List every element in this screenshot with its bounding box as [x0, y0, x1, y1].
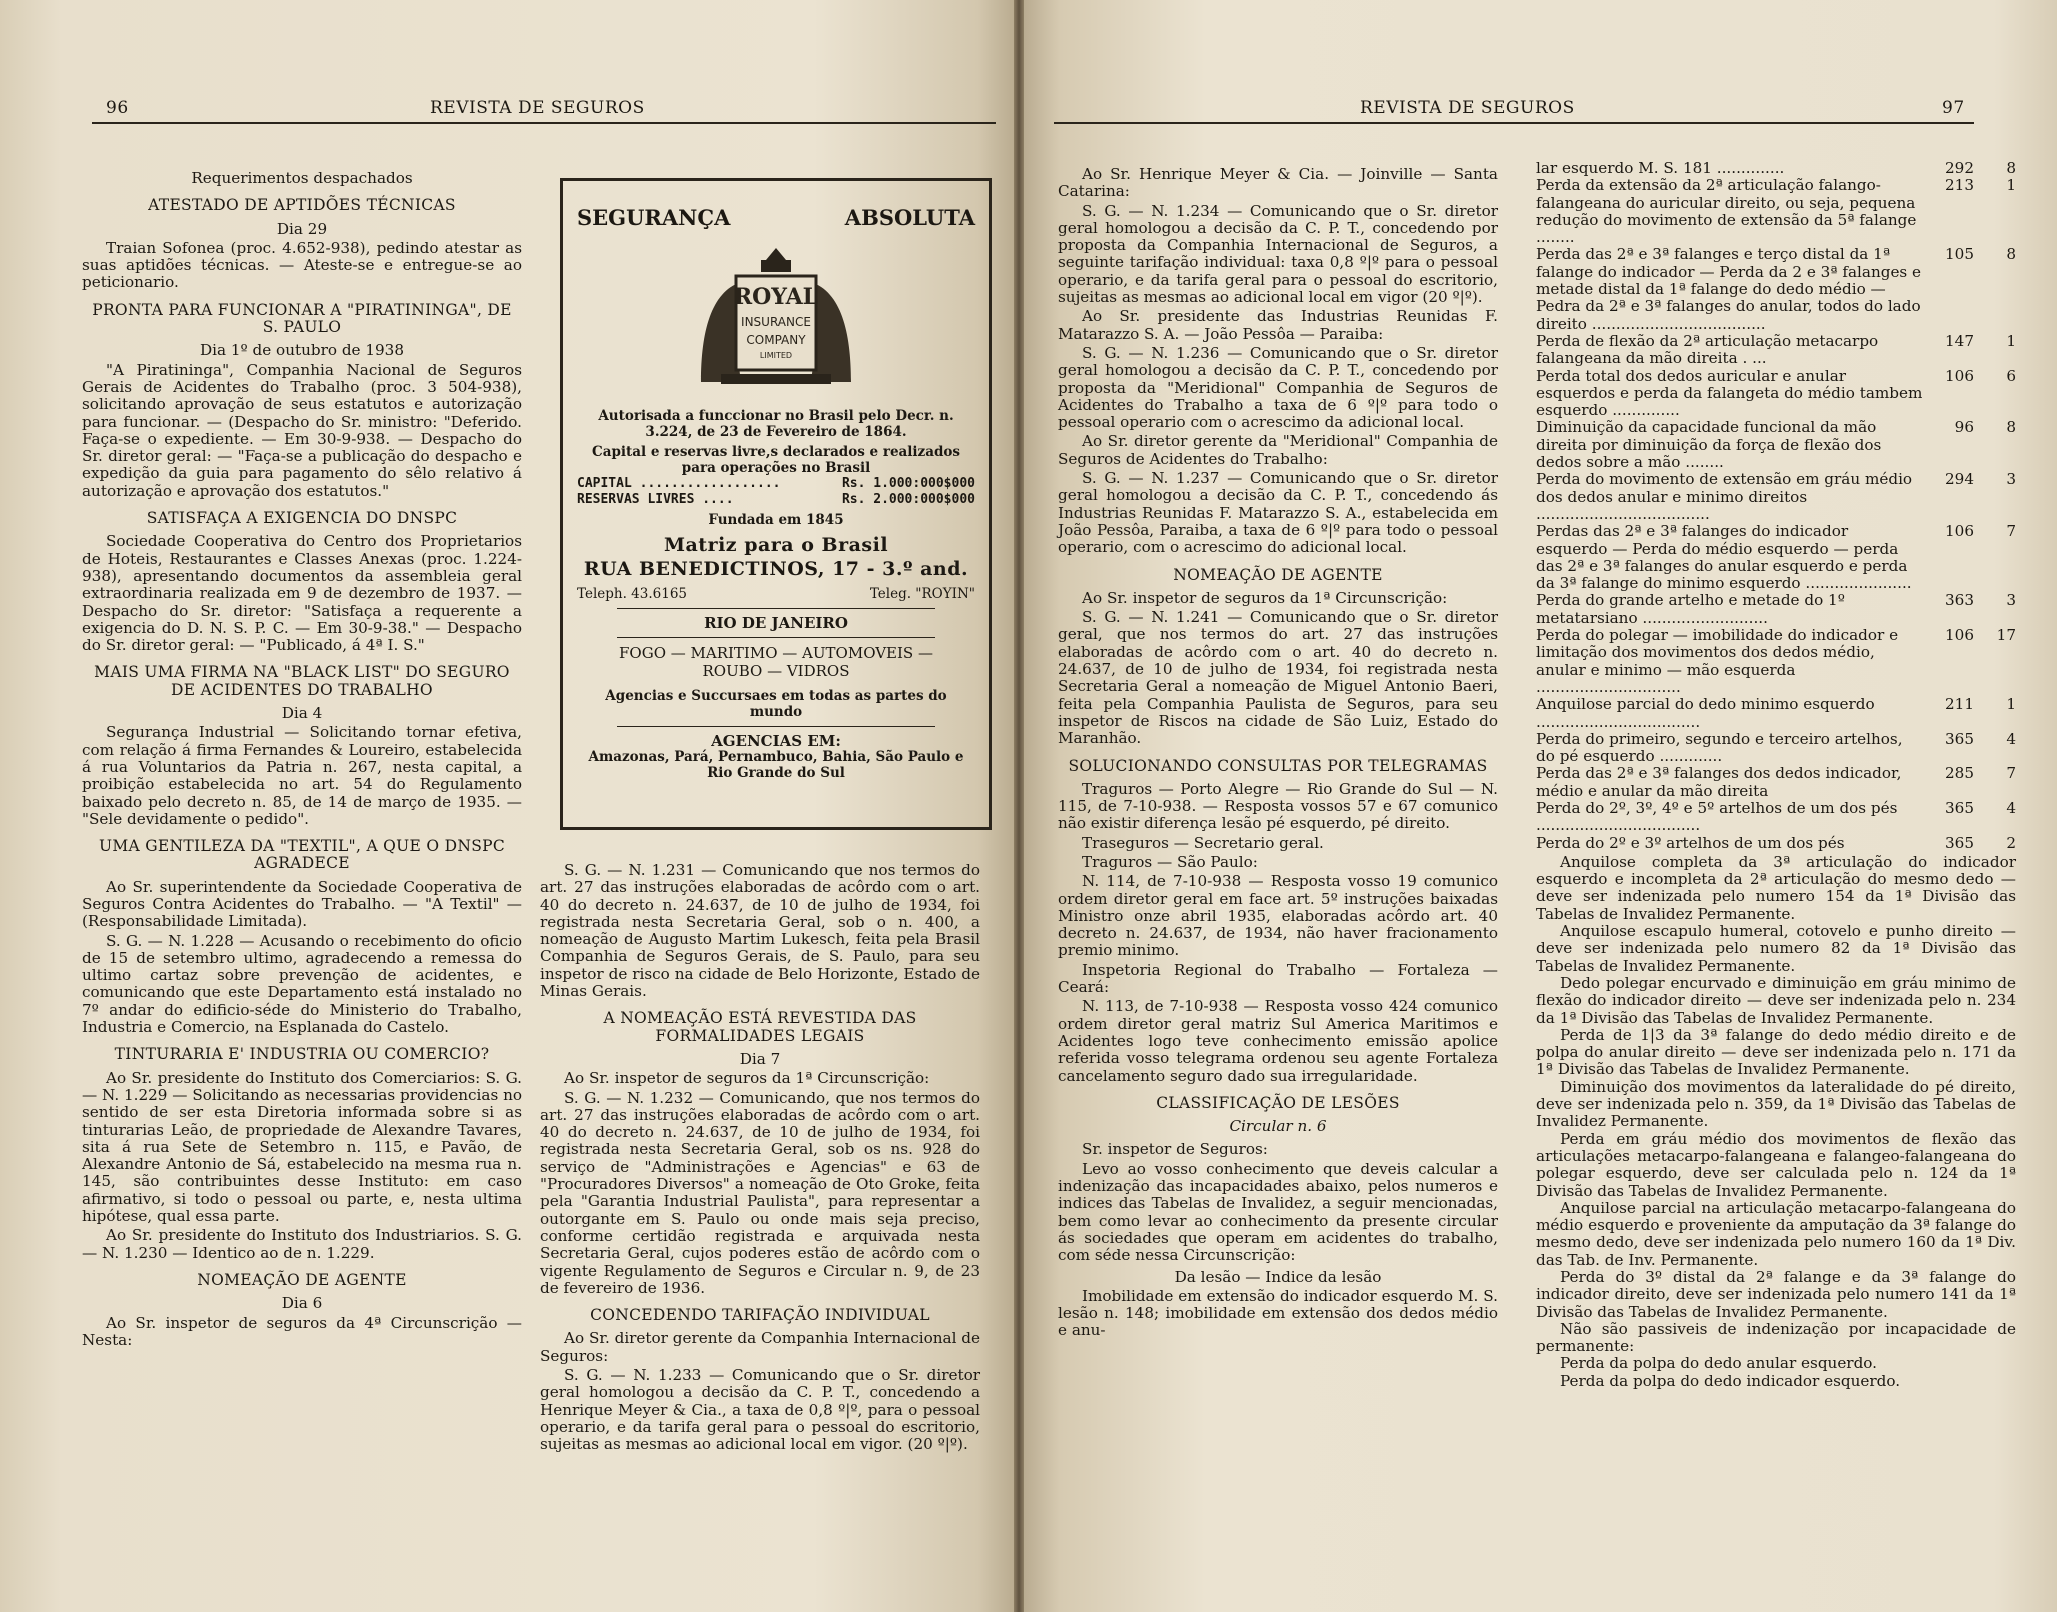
lesion-number: 105 [1945, 245, 1974, 264]
lesion-number: 211 [1945, 695, 1974, 714]
lesion-description: Perda de flexão da 2ª articulação metacarpo falangeana da mão direita . ... [1536, 331, 1879, 368]
left-column-2 [540, 862, 980, 1456]
lesion-description: Perda do polegar — imobilidade do indicador e limitação dos movimentos dos dedos médio, anular e minimo — mão esquerda .............................. [1536, 626, 1899, 696]
table-row [1536, 368, 2016, 420]
paragraph: Não são passiveis de indenização por incapacidade de permanente: [1536, 1319, 2016, 1356]
table-row [1536, 419, 2016, 471]
logo-royal: ROYAL [733, 284, 819, 310]
section-heading: NOMEAÇÃO DE AGENTE [197, 1270, 407, 1289]
ad-capital-label: CAPITAL .................. [577, 476, 781, 491]
paragraph: S. G. — N. 1.232 — Comunicando, que nos termos do art. 27 das instruções elaboradas de acôrdo com o art. 40 do decreto n. 24.637, de 10 de julho de 1934, foi registrada nesta Secretaria Geral, sob os ns. 928 do serviço de "Administrações e Agencias" e 63 de "Procuradores Diversos" a nomeação de Oto Groke, feita pela "Garantia Industrial Paulista", para representar a outorgante em S. Paulo ou onde mais seja preciso, conforme certidão registrada e arquivada nesta Secretaria Geral, cujos poderes estão de acôrdo com o vigente Regulamento de Seguros e Circular n. 9, de 23 de fevereiro de 1936. [540, 1088, 980, 1297]
ad-founded: Fundada em 1845 [708, 512, 844, 528]
table-row [1536, 765, 2016, 800]
lesion-description: Perda do primeiro, segundo e terceiro artelhos, do pé esquerdo ............. [1536, 729, 1903, 766]
lesion-index: 7 [2006, 764, 2016, 783]
paragraph: Ao Sr. diretor gerente da "Meridional" Companhia de Seguros de Acidentes do Trabalho: [1058, 432, 1498, 468]
logo-company: COMPANY [746, 333, 806, 347]
lesion-index: 1 [2006, 695, 2016, 714]
paragraph: S. G. — N. 1.233 — Comunicando que o Sr. diretor geral homologou a decisão da C. P. T., concedendo a Henrique Meyer & Cia., a taxa de 0,8 º|º, para o pessoal operario, e da tarifa geral para o pessoal do escritorio, sujeitas as mesmas ao adicional local em vigor. (20 º|º). [540, 1366, 980, 1454]
table-row [1536, 177, 2016, 246]
ad-lines-1: FOGO — MARITIMO — AUTOMOVEIS — [619, 644, 933, 662]
paragraph: Traguros — São Paulo: [1082, 852, 1258, 871]
lesion-index: 4 [2006, 798, 2016, 817]
header-title: REVISTA DE SEGUROS [430, 98, 645, 118]
paragraph: Anquilose completa da 3ª articulação do indicador esquerdo e incompleta da 2ª articulação do mesmo dedo — deve ser indenizada pelo numero 154 da 1ª Divisão das Tabelas de Invalidez Permanente. [1536, 852, 2016, 923]
paragraph: Segurança Industrial — Solicitando tornar efetiva, com relação á firma Fernandes & Loureiro, estabelecida á rua Voluntarios da Patria n. 267, nesta capital, a proibição estabelecida no art. 54 do Regulamento baixado pelo decreto n. 85, de 14 de março de 1935. — "Sele devidamente o pedido". [82, 723, 522, 828]
lesion-description: Perdas das 2ª e 3ª falanges do indicador esquerdo — Perda do médio esquerdo — perda das 2ª e 3ª falanges do anular esquerdo e perda da 3ª falange do minimo esquerdo ...................... [1536, 522, 1912, 593]
logo-insurance: INSURANCE [741, 315, 811, 329]
lesion-number: 213 [1945, 176, 1974, 195]
paragraph: Sociedade Cooperativa do Centro dos Proprietarios de Hoteis, Restaurantes e Classes Anexas (proc. 1.224-938), apresentando documentos da assembleia geral extraordinaria realizada em 9 de dezembro de 1937. — Despacho do Sr. diretor: "Satisfaça a requerente a exigencia do D. N. S. P. C. — Em 30-9-38." — Despacho do Sr. diretor geral: — "Publicado, á 4ª I. S." [82, 532, 522, 655]
paragraph: Inspetoria Regional do Trabalho — Fortaleza — Ceará: [1058, 960, 1498, 997]
table-row [1536, 835, 2016, 852]
table-row [1536, 627, 2016, 696]
paragraph: Ao Sr. Henrique Meyer & Cia. — Joinville — Santa Catarina: [1058, 165, 1498, 201]
page-number: 97 [1942, 98, 1965, 118]
paragraph: Ao Sr. inspetor de seguros da 1ª Circunscrição: [564, 1069, 930, 1088]
page-number: 96 [106, 98, 129, 118]
paragraph: Circular n. 6 [1229, 1117, 1327, 1136]
lesion-description: Perda das 2ª e 3ª falanges e terço distal da 1ª falange do indicador — Perda da 2 e 3ª falanges e metade distal da 1ª falange do dedo médio — Pedra da 2ª e 3ª falanges do anular, todos do lado direito .................................... [1536, 245, 1922, 333]
paragraph: Ao Sr. inspetor de seguros da 1ª Circunscrição: [1082, 588, 1448, 607]
ad-agencias-title: AGENCIAS EM: [711, 732, 841, 750]
paragraph: Dia 4 [281, 704, 323, 723]
lesion-index: 1 [2006, 331, 2016, 350]
lesion-number: 106 [1945, 522, 1974, 541]
lesion-index: 1 [2006, 176, 2016, 195]
paragraph: Dedo polegar encurvado e diminuição em gráu minimo de flexão do indicador direito — deve ser indenizada pelo n. 234 da 1ª Divisão das Tabelas de Invalidez Permanente. [1536, 973, 2016, 1027]
lesion-number: 106 [1945, 626, 1974, 645]
lesion-index: 7 [2006, 522, 2016, 541]
lesion-index-table [1536, 160, 2016, 1390]
section-heading: MAIS UMA FIRMA NA "BLACK LIST" DO SEGURO DE ACIDENTES DO TRABALHO [94, 663, 510, 699]
table-row [1536, 246, 2016, 332]
lesion-number: 292 [1945, 159, 1974, 177]
paragraph: Perda do 3º distal da 2ª falange e da 3ª falange do indicador direito, deve ser indenizada pelo numero 141 da 1ª Divisão das Tabelas de Invalidez Permanente. [1536, 1268, 2016, 1321]
right-column-1 [1058, 166, 1498, 1342]
paragraph: S. G. — N. 1.228 — Acusando o recebimento do oficio de 15 de setembro ultimo, agradecendo a remessa do ultimo cartaz sobre prevenção de acidentes, e comunicando que este Departamento está instalado no 7º andar do edificio-séde do Ministerio do Trabalho, Industria e Comercio, na Esplanada do Castelo. [82, 931, 522, 1037]
lesion-index: 8 [2006, 245, 2016, 264]
lesion-description: Perda do movimento de extensão em gráu médio dos dedos anular e minimo direitos .................................... [1536, 470, 1913, 523]
paragraph: Ao Sr. inspetor de seguros da 4ª Circunscrição — Nesta: [82, 1313, 522, 1349]
ad-separator [617, 608, 935, 609]
paragraph: Da lesão — Indice da lesão [1174, 1267, 1382, 1286]
table-row [1536, 731, 2016, 766]
table-row [1536, 800, 2016, 835]
section-heading: SOLUCIONANDO CONSULTAS POR TELEGRAMAS [1068, 756, 1488, 775]
paragraph: Traseguros — Secretario geral. [1082, 833, 1324, 852]
lesion-number: 106 [1945, 366, 1974, 385]
header-rule [1054, 122, 1974, 124]
section-heading: A NOMEAÇÃO ESTÁ REVESTIDA DAS FORMALIDADES LEGAIS [603, 1009, 917, 1045]
lesion-number: 96 [1954, 418, 1974, 437]
paragraph: Anquilose escapulo humeral, cotovelo e punho direito — deve ser indenizada pelo numero 82 da 1ª Divisão das Tabelas de Invalidez Permanente. [1536, 922, 2016, 975]
lesion-index: 3 [2006, 591, 2016, 610]
ad-right-word: ABSOLUTA [844, 205, 975, 230]
lesion-number: 285 [1945, 764, 1974, 783]
paragraph: Dia 6 [281, 1294, 323, 1313]
ad-address: RUA BENEDICTINOS, 17 - 3.º and. [583, 558, 969, 580]
table-row [1536, 592, 2016, 627]
paragraph: "A Piratininga", Companhia Nacional de Seguros Gerais de Acidentes do Trabalho (proc. 3 504-938), solicitando aprovação de seus estatutos e autorização para funcionar. — (Despacho do Sr. ministro: "Deferido. Faça-se o expediente. — Em 30-9-938. — Despacho do Sr. diretor geral: — "Faça-se a publicação do despacho e expedição da guia para pagamento do sêlo relativo á autorização e aprovação dos estatutos." [82, 360, 522, 500]
ad-agencias-note: Agencias e Succursaes em todas as partes do mundo [605, 688, 947, 720]
ad-left-word: SEGURANÇA [577, 205, 731, 230]
circular-continuation [1536, 854, 2016, 1390]
paragraph: S. G. — N. 1.234 — Comunicando que o Sr. diretor geral homologou a decisão da C. P. T., concedendo por proposta da Companhia Internacional de Seguros, a seguinte tarifação individual: taxa 0,8 º|º para o pessoal operario, e da tarifa geral para o pessoal do escritorio, sujeitas as mesmas ao adicional local em vigor (20 º|º). [1058, 201, 1498, 307]
lesion-description: Perda do 2º, 3º, 4º e 5º artelhos de um dos pés .................................. [1536, 798, 1898, 835]
lesion-index: 17 [1996, 626, 2016, 645]
lesion-number: 147 [1945, 331, 1974, 350]
section-heading: SATISFAÇA A EXIGENCIA DO DNSPC [146, 509, 458, 528]
paragraph: S. G. — N. 1.237 — Comunicando que o Sr. diretor geral homologou a decisão da C. P. T., concedendo ás Industrias Reunidas F. Matarazzo S. A., estabelecida em João Pessôa, Paraiba, a taxa de 6 º|º para todo o pessoal operario, com o acrescimo do adicional local. [1058, 469, 1498, 557]
lesion-description: Diminuição da capacidade funcional da mão direita por diminuição da força de flexão dos dedos sobre a mão ........ [1536, 418, 1882, 472]
table-row [1536, 523, 2016, 592]
left-column-1 [82, 166, 522, 1351]
ad-agencias-list: Amazonas, Pará, Pernambuco, Bahia, São Paulo e Rio Grande do Sul [588, 749, 964, 781]
left-page [0, 0, 1018, 1612]
paragraph: Ao Sr. diretor gerente da Companhia Internacional de Seguros: [540, 1329, 980, 1365]
lesion-index: 8 [2006, 159, 2016, 177]
table-row [1536, 696, 2016, 731]
paragraph: Traguros — Porto Alegre — Rio Grande do Sul — N. 115, de 7-10-938. — Resposta vossos 57 e 67 comunico não existir diferença lesão pé esquerdo, pé direito. [1058, 779, 1498, 833]
section-heading: UMA GENTILEZA DA "TEXTIL", A QUE O DNSPC AGRADECE [98, 837, 506, 873]
lesion-number: 365 [1945, 833, 1974, 852]
lesion-description: Anquilose parcial do dedo minimo esquerdo .................................. [1536, 695, 1875, 731]
paragraph: Ao Sr. presidente do Instituto dos Comerciarios: S. G. — N. 1.229 — Solicitando as necessarias providencias no sentido de ser esta Diretoria informada sobre si as tinturarias Leão, de propriedade de Alexandre Tavares, sita á rua Sete de Setembro n. 115, e Pavão, de Alexandre Antonio de Sá, estabelecido na mesma rua n. 145, são contribuintes desse Instituto: em caso afirmativo, si todo o pessoal ou parte, e, nesta ultima hipótese, qual essa parte. [82, 1068, 522, 1226]
paragraph: Ao Sr. presidente das Industrias Reunidas F. Matarazzo S. A. — João Pessôa — Paraiba: [1058, 307, 1498, 343]
ad-reservas-label: RESERVAS LIVRES .... [577, 492, 734, 507]
paragraph: N. 113, de 7-10-938 — Resposta vosso 424 comunico ordem diretor geral matriz Sul America Maritimos e Acidentes logo teve conhecimento emissão apolice referida vosso telegrama ordenou seu agente Fortaleza cancelamento seguro dado sua irregularidade. [1058, 997, 1498, 1085]
section-heading: TINTURARIA E' INDUSTRIA OU COMERCIO? [114, 1045, 490, 1064]
lesion-description: lar esquerdo M. S. 181 .............. [1536, 159, 1785, 177]
header-title: REVISTA DE SEGUROS [1360, 98, 1575, 118]
paragraph: N. 114, de 7-10-938 — Resposta vosso 19 comunico ordem diretor geral em face art. 5º instruções baixadas Ministro onze abril 1935, elaboradas acôrdo art. 40 decreto n. 24.637, de 1934, não haver fracionamento premio minimo. [1058, 872, 1498, 960]
paragraph: Traian Sofonea (proc. 4.652-938), pedindo atestar as suas aptidões técnicas. — Ateste-se e entregue-se ao peticionario. [82, 238, 522, 292]
lesion-description: Perda do 2º e 3º artelhos de um dos pés [1536, 833, 1845, 852]
lesion-number: 294 [1945, 470, 1974, 489]
table-row [1536, 471, 2016, 523]
section-heading: CLASSIFICAÇÃO DE LESÕES [1156, 1093, 1400, 1112]
ad-city: RIO DE JANEIRO [704, 614, 848, 632]
paragraph: Anquilose parcial na articulação metacarpo-falangeana do médio esquerdo e proveniente da amputação da 3ª falange do mesmo dedo, deve ser indenizada pelo numero 160 da 1ª Div. das Tab. de Inv. Permanente. [1536, 1198, 2016, 1269]
paragraph: Levo ao vosso conhecimento que deveis calcular a indenização das incapacidades abaixo, pelos numeros e indices das Tabelas de Invalidez, a seguir mencionadas, bem como levar ao conhecimento da presente circular ás sociedades que operam em acidentes do trabalho, com séde nessa Circunscrição: [1058, 1159, 1498, 1265]
paragraph: S. G. — N. 1.236 — Comunicando que o Sr. diretor geral homologou a decisão da C. P. T., concedendo por proposta da "Meridional" Companhia de Seguros de Acidentes do Trabalho a taxa de 6 º|º para todo o pessoal operario com o acrescimo da adicional local. [1058, 343, 1498, 432]
lesion-index: 6 [2006, 366, 2016, 385]
paragraph: Sr. inspetor de Seguros: [1082, 1140, 1268, 1159]
lesion-index: 4 [2006, 729, 2016, 748]
paragraph: Ao Sr. presidente do Instituto dos Industriarios. S. G. — N. 1.230 — Identico ao de n. 1.229. [82, 1226, 522, 1262]
book-spine [1014, 0, 1024, 1612]
section-heading: PRONTA PARA FUNCIONAR A "PIRATININGA", DE S. PAULO [92, 300, 512, 337]
paragraph: Dia 1º de outubro de 1938 [199, 341, 405, 360]
ad-lines-2: ROUBO — VIDROS [702, 662, 850, 680]
section-heading: NOMEAÇÃO DE AGENTE [1173, 565, 1383, 584]
paragraph: Perda de 1|3 da 3ª falange do dedo médio direito e de polpa do anular direito — deve ser indenizada pelo n. 171 da 1ª Divisão das Tabelas de Invalidez Permanente. [1536, 1025, 2016, 1079]
royal-crest-logo [577, 242, 975, 392]
ad-reservas-value: Rs. 2.000:000$000 [841, 492, 975, 507]
ad-separator [617, 726, 935, 727]
ad-authorized: Autorisada a funccionar no Brasil pelo Decr. n. 3.224, de 23 de Fevereiro de 1864. [598, 408, 954, 440]
lesion-index: 3 [2006, 470, 2016, 489]
lesion-number: 363 [1945, 591, 1974, 610]
table-row [1536, 160, 2016, 177]
paragraph: Dia 7 [739, 1049, 781, 1068]
ad-separator [617, 637, 935, 638]
paragraph: Perda em gráu médio dos movimentos de flexão das articulações metacarpo-falangeana e falangeo-falangeana do polegar esquerdo, deve ser calculada pelo n. 124 da 1ª Divisão das Tabelas de Invalidez Permanente. [1536, 1129, 2016, 1200]
header-rule [92, 122, 996, 124]
paragraph: S. G. — N. 1.241 — Comunicando que o Sr. diretor geral, que nos termos do art. 27 das instruções elaboradas de acôrdo com o art. 40 do decreto n. 24.637, de 10 de julho de 1934, foi registrada nesta Secretaria Geral a nomeação de Miguel Antonio Baeri, feita pela Companhia Paulista de Seguros, para seu inspetor de Riscos na cidade de São Luiz, Estado do Maranhão. [1058, 608, 1498, 748]
paragraph: Ao Sr. superintendente da Sociedade Cooperativa de Seguros Contra Acidentes do Trabalho. — "A Textil" — (Responsabilidade Limitada). [82, 877, 522, 931]
lesion-index: 8 [2006, 418, 2016, 437]
right-page [1018, 0, 2057, 1612]
ad-matriz: Matriz para o Brasil [663, 534, 889, 556]
section-heading: ATESTADO DE APTIDÕES TÉCNICAS [148, 196, 456, 215]
paragraph: Dia 29 [276, 219, 328, 238]
paragraph: S. G. — N. 1.231 — Comunicando que nos termos do art. 27 das instruções elaboradas de acôrdo com o art. 40 do decreto n. 24.637, de 10 de julho de 1934, foi registrada nesta Secretaria Geral, sob o n. 400, a nomeação de Augusto Martim Lukesch, feita pela Brasil Companhia de Seguros Gerais, de S. Paulo, para seu inspetor de risco na cidade de Belo Horizonte, Estado de Minas Gerais. [540, 861, 980, 1001]
ad-teleg: Teleg. "ROYIN" [869, 586, 975, 602]
logo-limited: LIMITED [759, 351, 793, 360]
lesion-index: 2 [2006, 833, 2016, 852]
ad-capital-note: Capital e reservas livre,s declarados e realizados para operações no Brasil [591, 444, 961, 476]
lesion-number: 365 [1945, 798, 1974, 817]
table-row [1536, 333, 2016, 368]
lesion-description: Perda das 2ª e 3ª falanges dos dedos indicador, médio e anular da mão direita [1536, 764, 1902, 800]
paragraph: Diminuição dos movimentos da lateralidade do pé direito, deve ser indenizada pelo n. 359, da 1ª Divisão das Tabelas de Invalidez Permanente. [1536, 1077, 2016, 1131]
paragraph: Perda da polpa do dedo anular esquerdo. [1560, 1354, 1877, 1373]
lesion-description: Perda da extensão da 2ª articulação falango-falangeana do auricular direito, ou seja, pequena redução do movimento de extensão da 5ª falange ........ [1536, 176, 1917, 247]
ad-capital-value: Rs. 1.000:000$000 [841, 476, 975, 491]
paragraph: Perda da polpa do dedo indicador esquerdo. [1560, 1371, 1901, 1390]
section-heading: CONCEDENDO TARIFAÇÃO INDIVIDUAL [590, 1306, 930, 1325]
lesion-description: Perda do grande artelho e metade do 1º metatarsiano .......................... [1536, 591, 1845, 627]
paragraph: Requerimentos despachados [191, 169, 413, 187]
lesion-description: Perda total dos dedos auricular e anular esquerdos e perda da falangeta do médio tambem esquerdo .............. [1536, 366, 1923, 420]
paragraph: Imobilidade em extensão do indicador esquerdo M. S. lesão n. 148; imobilidade em extensão dos dedos médio e anu- [1058, 1286, 1498, 1340]
lesion-number: 365 [1945, 729, 1974, 748]
ad-teleph: Teleph. 43.6165 [577, 586, 687, 602]
royal-insurance-advert [560, 178, 992, 830]
